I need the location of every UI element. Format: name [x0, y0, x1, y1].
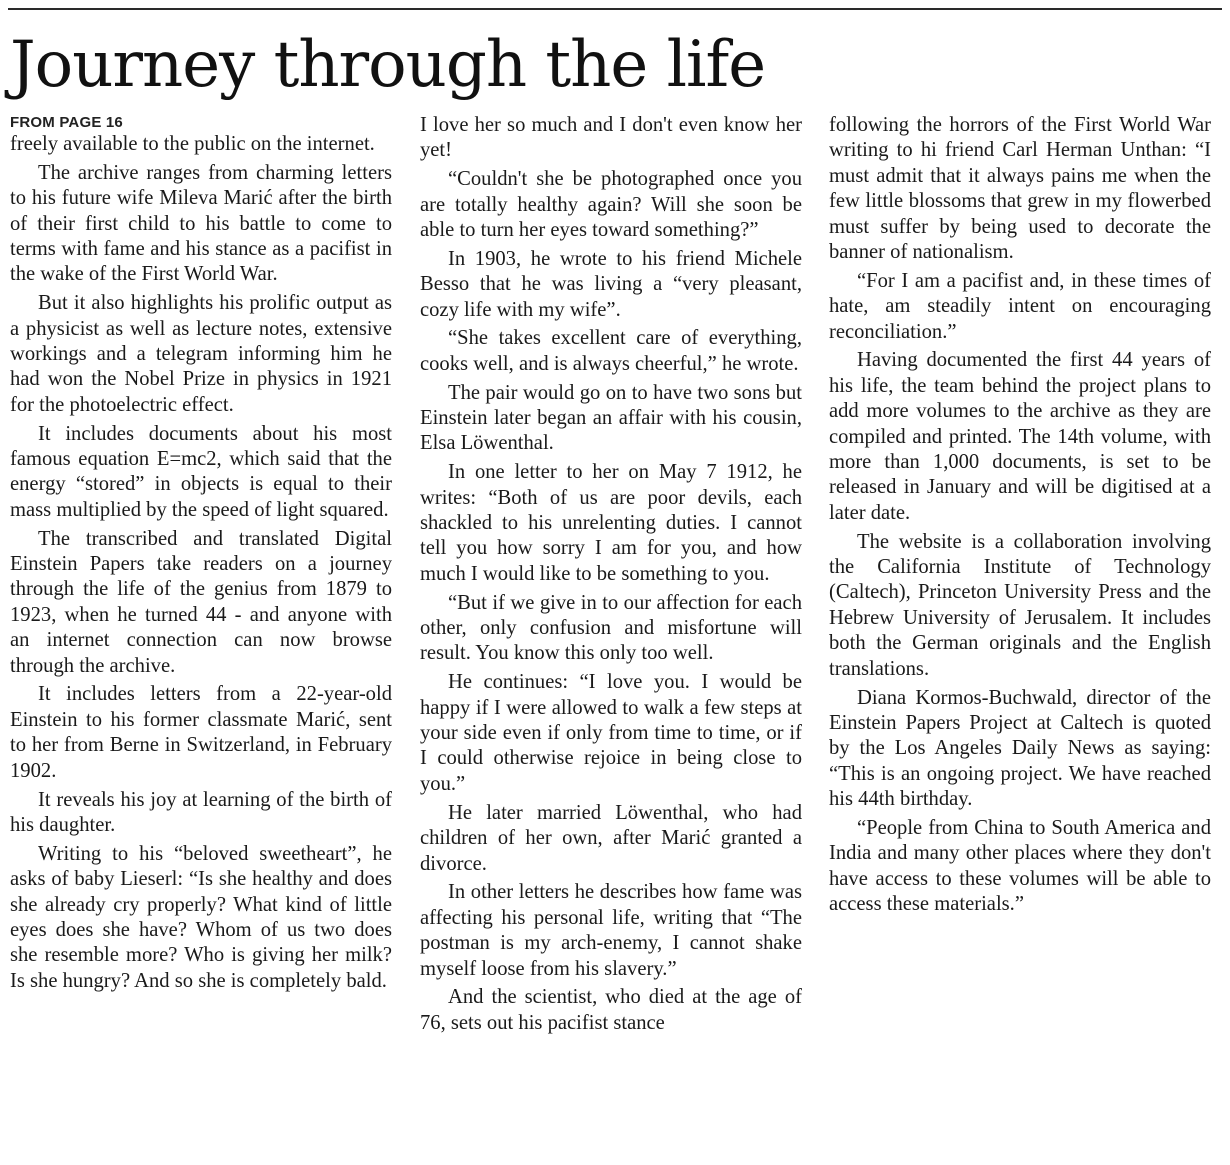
paragraph: He continues: “I love you. I would be happy if I were allowed to walk a few steps at your side even if only from time to time, or if I could otherwise rejoice in being close to you.” — [420, 671, 802, 795]
paragraph: following the horrors of the First World War writing to hi friend Carl Herman Unthan: “I must admit that it always pains me when the few little blossoms that grew in my flowerbed must suffer by being used to decorate the banner of nationalism. — [829, 114, 1211, 264]
paragraph: I love her so much and I don't even know her yet! — [420, 114, 802, 162]
paragraph: The transcribed and translated Digital Einstein Papers take readers on a journey through the life of the genius from 1879 to 1923, when he turned 44 - and anyone with an internet connection can now browse through the archive. — [10, 527, 392, 677]
paragraph: It reveals his joy at learning of the birth of his daughter. — [10, 788, 392, 836]
article-column-2 — [420, 113, 802, 1040]
paragraph: The website is a collaboration involving the California Institute of Technology (Caltech), Princeton University Press and the Hebrew University of Jerusalem. It includes both the German originals and the English translations. — [829, 530, 1211, 680]
paragraph: Diana Kormos-Buchwald, director of the Einstein Papers Project at Caltech is quoted by the Los Angeles Daily News as saying: “This is an ongoing project. We have reached his 44th birthday. — [829, 686, 1211, 811]
paragraph: “But if we give in to our affection for each other, only confusion and misfortune will result. You know this only too well. — [420, 591, 802, 665]
continuation-label: FROM PAGE 16 — [10, 114, 123, 131]
paragraph: In one letter to her on May 7 1912, he writes: “Both of us are poor devils, each shackled to his unrelenting duties. I cannot tell you how sorry I am for you, and how much I would like to be something to you. — [420, 461, 802, 585]
paragraph: And the scientist, who died at the age of 76, sets out his pacifist stance — [420, 986, 802, 1034]
paragraph: It includes letters from a 22-year-old Einstein to his former classmate Marić, sent to her from Berne in Switzerland, in February 1902. — [10, 683, 392, 782]
paragraph: “People from China to South America and India and many other places where they don't have access to these volumes will be able to access these materials.” — [829, 816, 1211, 916]
paragraph: Having documented the first 44 years of his life, the team behind the project plans to add more volumes to the archive as they are compiled and printed. The 14th volume, with more than 1,000 documents, is set to be released in January and will be digitised at a later date. — [829, 349, 1211, 524]
paragraph: The pair would go on to have two sons but Einstein later began an affair with his cousin, Elsa Löwenthal. — [420, 381, 802, 455]
paragraph: In other letters he describes how fame was affecting his personal life, writing that “The postman is my arch-enemy, I cannot shake myself loose from his slavery.” — [420, 881, 802, 980]
paragraph: Writing to his “beloved sweetheart”, he asks of baby Lieserl: “Is she healthy and does she already cry properly? What kind of little eyes does she have? Whom of us two does she resemble more? Who is giving her milk? Is she hungry? And so she is completely bald. — [10, 842, 392, 992]
paragraph: But it also highlights his prolific output as a physicist as well as lecture notes, extensive workings and a telegram informing him he had won the Nobel Prize in physics in 1921 for the photoelectric effect. — [10, 292, 392, 416]
headline: Journey through the life — [10, 28, 766, 102]
paragraph: In 1903, he wrote to his friend Michele Besso that he was living a “very pleasant, cozy life with my wife”. — [420, 247, 802, 321]
article-column-3 — [829, 113, 1211, 921]
paragraph: “For I am a pacifist and, in these times of hate, am steadily intent on encouraging reconciliation.” — [829, 269, 1211, 343]
paragraph: He later married Löwenthal, who had children of her own, after Marić granted a divorce. — [420, 801, 802, 875]
article-column-1 — [10, 113, 392, 998]
top-rule — [8, 8, 1222, 10]
paragraph: “Couldn't she be photographed once you are totally healthy again? Will she soon be able to turn her eyes toward something?” — [420, 168, 802, 242]
paragraph: It includes documents about his most famous equation E=mc2, which said that the energy “stored” in objects is equal to their mass multiplied by the speed of light squared. — [10, 422, 392, 521]
paragraph: “She takes excellent care of everything, cooks well, and is always cheerful,” he wrote. — [420, 327, 802, 375]
paragraph: The archive ranges from charming letters to his future wife Mileva Marić after the birth of their first child to his battle to come to terms with fame and his stance as a pacifist in the wake of the First World War. — [10, 161, 392, 286]
paragraph: freely available to the public on the internet. — [10, 133, 375, 155]
